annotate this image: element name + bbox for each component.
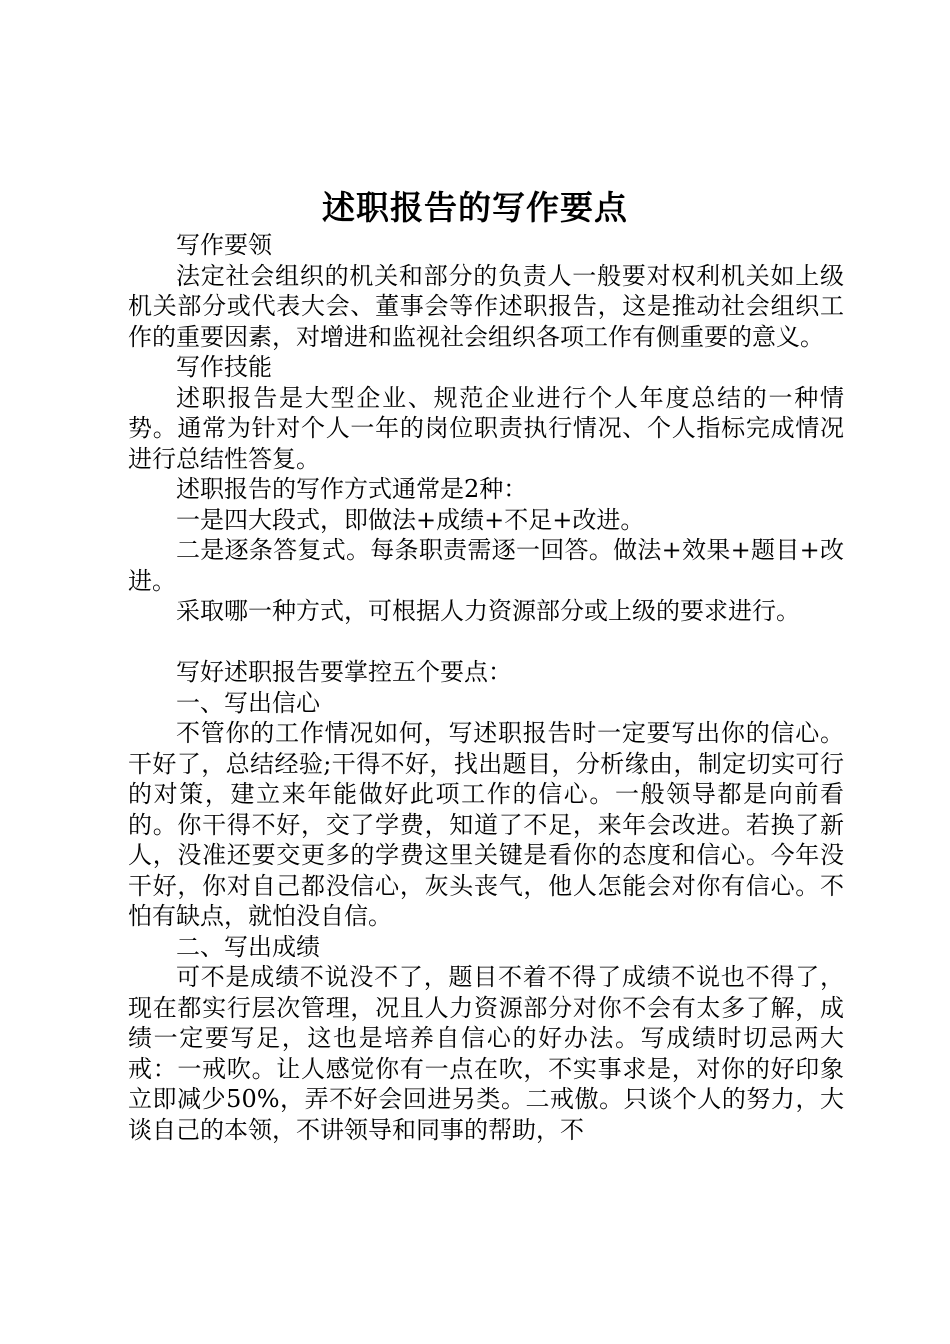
paragraph: 二是逐条答复式。每条职责需逐一回答。做法+效果+题目+改进。 [128,536,844,595]
document-body [128,230,844,1145]
heading-point-one: 一、写出信心 [176,688,320,717]
heading-writing-skills: 写作技能 [176,353,272,381]
blank-line [128,627,844,658]
paragraph: 不管你的工作情况如何，写述职报告时一定要写出你的信心。干好了，总结经验;干得不好，找出题目，分析缘由，制定切实可行的对策，建立来年能做好此项工作的信心。一般领导都是向前看的。你干得不好，交了学费，知道了不足，来年会改进。若换了新人，没准还要交更多的学费这里关键是看你的态度和信心。今年没干好，你对自己都没信心，灰头丧气，他人怎能会对你有信心。不怕有缺点，就怕没自信。 [128,719,844,930]
paragraph: 法定社会组织的机关和部分的负责人一般要对权利机关如上级机关部分或代表大会、董事会等作述职报告，这是推动社会组织工作的重要因素，对增进和监视社会组织各项工作有侧重要的意义。 [128,261,844,351]
document-title: 述职报告的写作要点 [322,188,628,227]
paragraph: 写好述职报告要掌控五个要点： [176,658,512,686]
paragraph: 述职报告是大型企业、规范企业进行个人年度总结的一种情势。通常为针对个人一年的岗位职责执行情况、个人指标完成情况进行总结性答复。 [128,383,844,473]
heading-writing-essentials: 写作要领 [176,231,272,259]
heading-point-two: 二、写出成绩 [176,932,320,961]
paragraph: 一是四大段式，即做法+成绩+不足+改进。 [176,505,645,534]
paragraph: 采取哪一种方式，可根据人力资源部分或上级的要求进行。 [176,597,800,625]
paragraph: 述职报告的写作方式通常是2种： [176,475,528,503]
paragraph: 可不是成绩不说没不了，题目不着不得了成绩不说也不得了，现在都实行层次管理，况且人力资源部分对你不会有太多了解，成绩一定要写足，这也是培养自信心的好办法。写成绩时切忌两大戒：一戒吹。让人感觉你有一点在吹，不实事求是，对你的好印象立即减少50%，弄不好会回进另类。二戒傲。只谈个人的努力，大谈自己的本领，不讲领导和同事的帮助，不 [128,963,844,1144]
